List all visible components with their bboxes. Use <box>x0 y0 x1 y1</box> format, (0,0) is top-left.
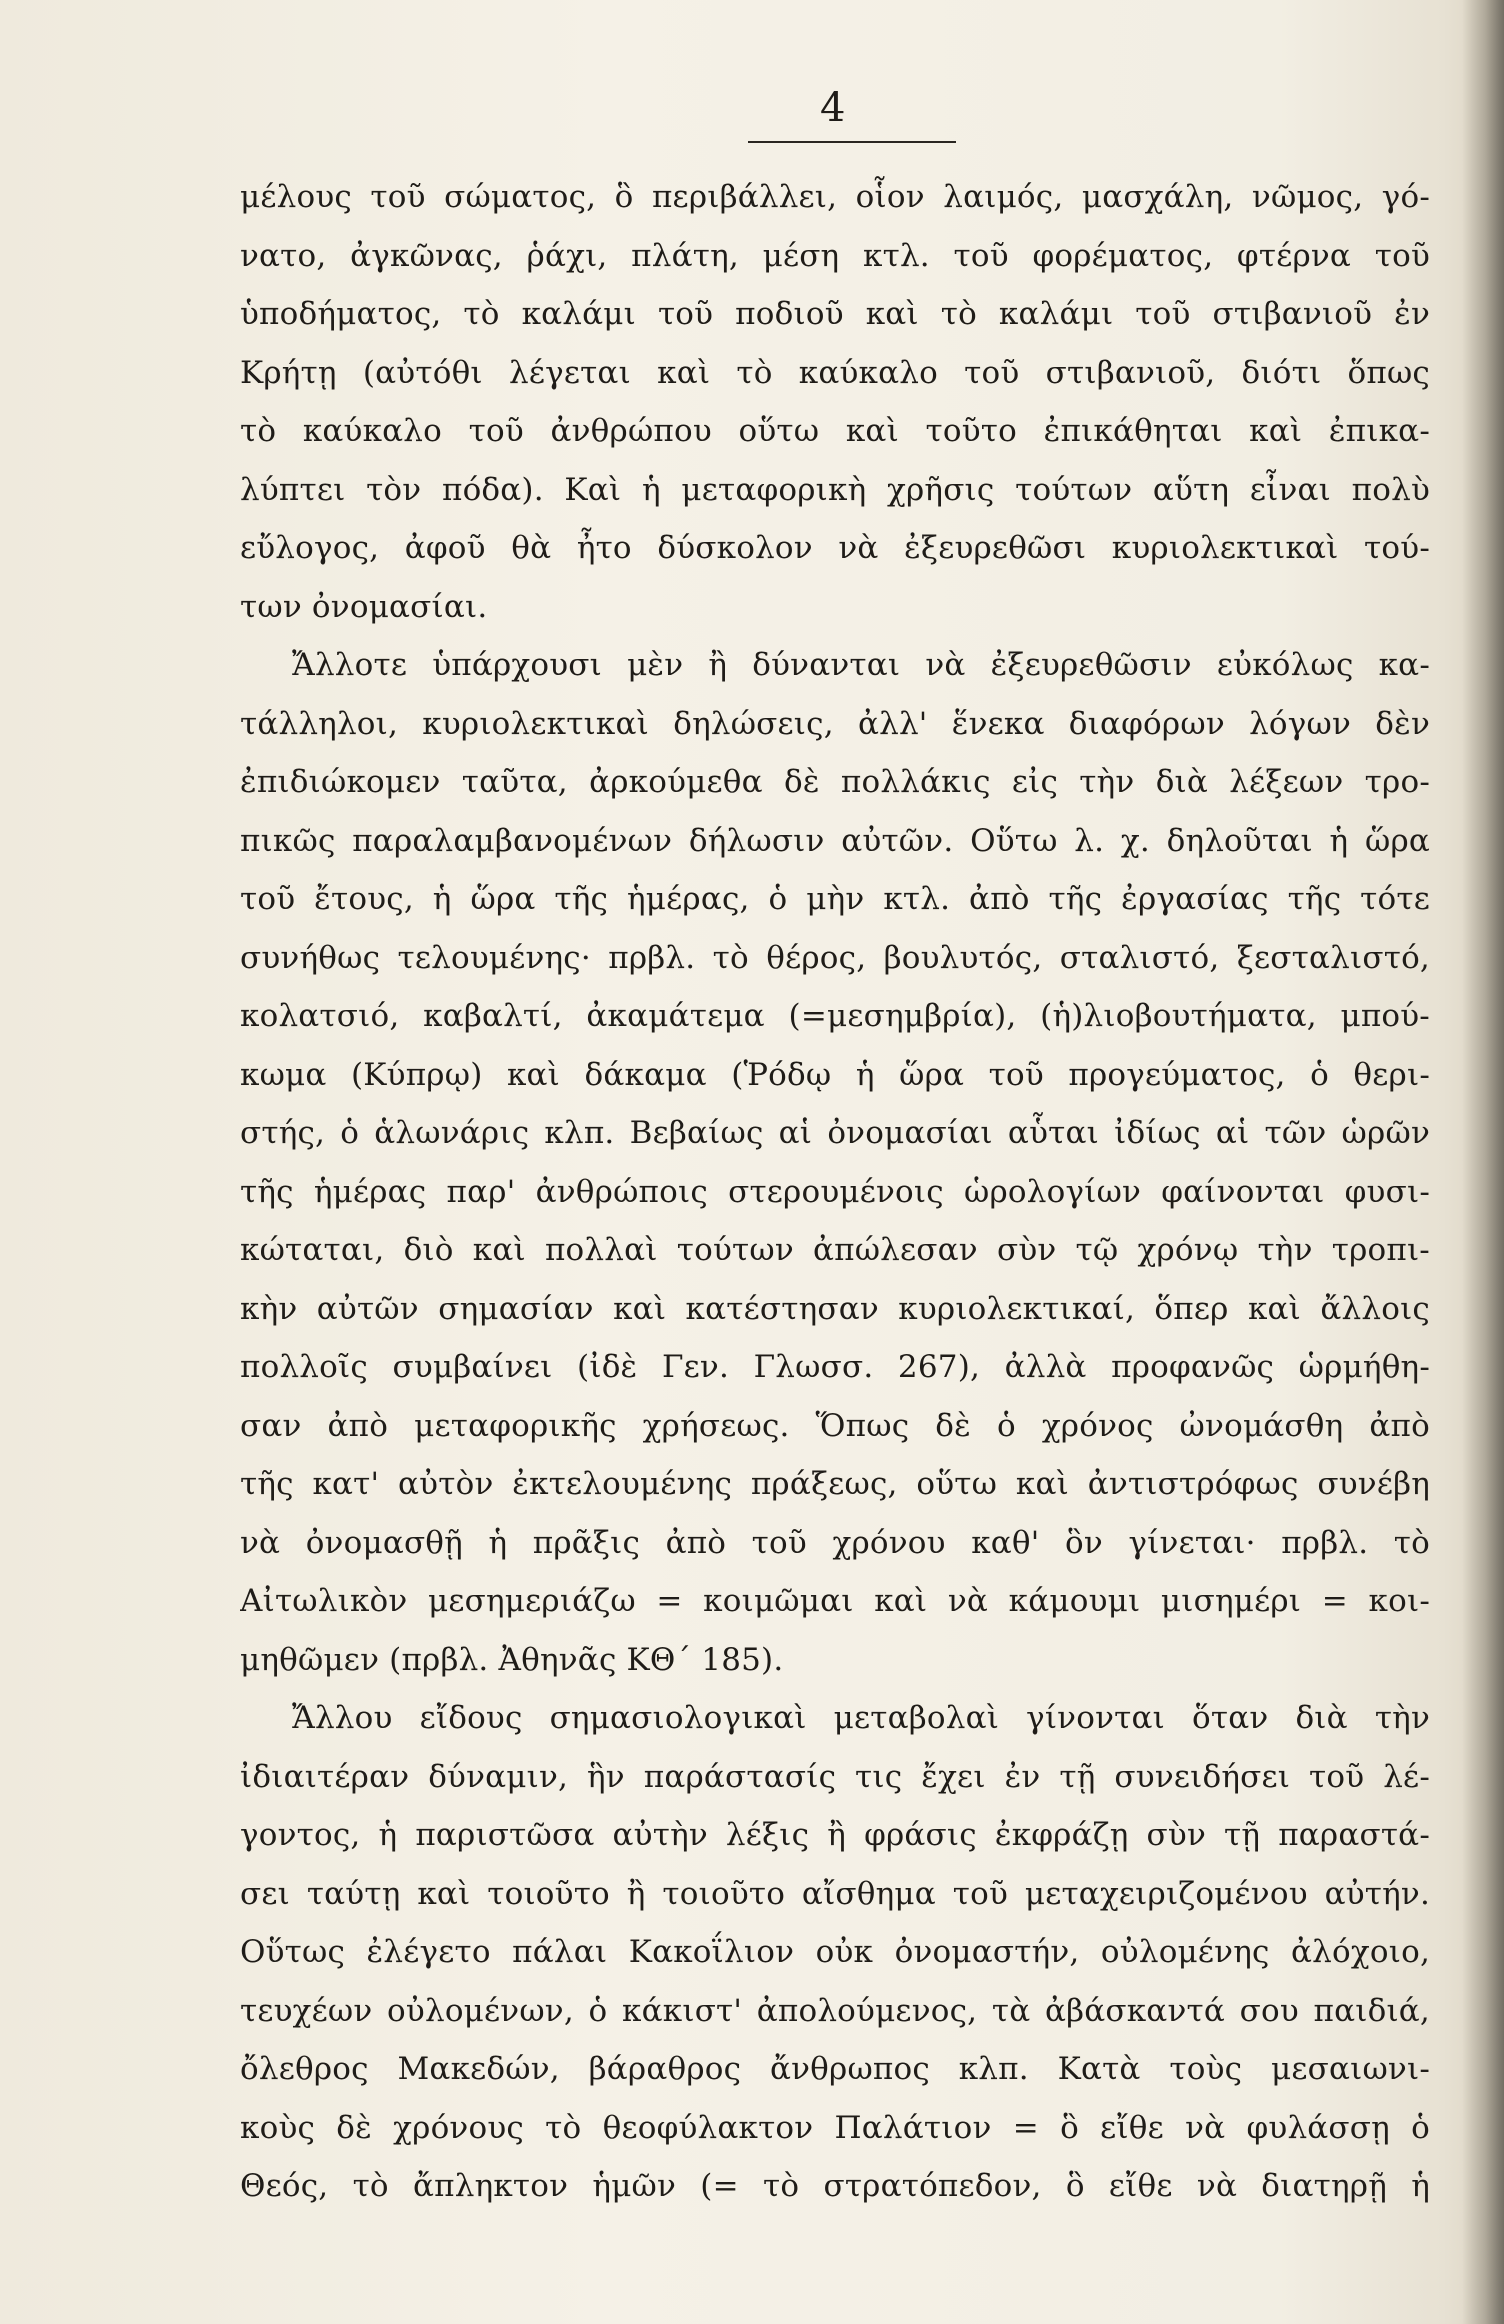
text-line: νατο, ἀγκῶνας, ῥάχι, πλάτη, μέση κτλ. τοῦ φορέματος, φτέρνα τοῦ <box>240 237 1430 274</box>
text-line: Οὕτως ἐλέγετο πάλαι Κακοΐλιον οὐκ ὀνομαστήν, οὐλομένης ἀλόχοιο, <box>240 1934 1430 1970</box>
text-line: νὰ ὀνομασθῇ ἡ πρᾶξις ἀπὸ τοῦ χρόνου καθ' ὃν γίνεται· πρβλ. τὸ <box>240 1524 1430 1561</box>
text-line: κωμα (Κύπρῳ) καὶ δάκαμα (Ῥόδῳ ἡ ὥρα τοῦ προγεύματος, ὁ θερι- <box>240 1056 1430 1093</box>
text-line: ἰδιαιτέραν δύναμιν, ἣν παράστασίς τις ἔχει ἐν τῇ συνειδήσει τοῦ λέ- <box>240 1758 1430 1795</box>
text-line: τῆς κατ' αὐτὸν ἐκτελουμένης πράξεως, οὕτω καὶ ἀντιστρόφως συνέβη <box>240 1466 1430 1502</box>
text-line: των ὀνομασίαι. <box>240 588 488 625</box>
text-line: πολλοῖς συμβαίνει (ἰδὲ Γεν. Γλωσσ. 267), ἀλλὰ προφανῶς ὡρμήθη- <box>240 1349 1430 1385</box>
text-line: μέλους τοῦ σώματος, ὃ περιβάλλει, οἷον λαιμός, μασχάλη, νῶμος, γό- <box>240 179 1430 215</box>
text-line: ὄλεθρος Μακεδών, βάραθρος ἄνθρωπος κλπ. Κατὰ τοὺς μεσαιωνι- <box>240 2051 1430 2087</box>
text-line: κώταται, διὸ καὶ πολλαὶ τούτων ἀπώλεσαν σὺν τῷ χρόνῳ τὴν τροπι- <box>240 1232 1430 1268</box>
text-line: κολατσιό, καβαλτί, ἀκαμάτεμα (=μεσημβρία), (ἡ)λιοβουτήματα, μπού- <box>240 998 1430 1034</box>
text-line: Αἰτωλικὸν μεσημεριάζω = κοιμῶμαι καὶ νὰ κάμουμι μισημέρι = κοι- <box>240 1583 1430 1619</box>
text-line: τὸ καύκαλο τοῦ ἀνθρώπου οὕτω καὶ τοῦτο ἐπικάθηται καὶ ἐπικα- <box>240 413 1430 449</box>
header-rule <box>748 141 956 143</box>
text-line: ὑποδήματος, τὸ καλάμι τοῦ ποδιοῦ καὶ τὸ καλάμι τοῦ στιβανιοῦ ἐν <box>240 296 1430 332</box>
page-number: 4 <box>820 85 846 131</box>
text-line: εὔλογος, ἀφοῦ θὰ ἦτο δύσκολον νὰ ἐξευρεθῶσι κυριολεκτικαὶ τού- <box>240 530 1430 566</box>
text-line: στής, ὁ ἁλωνάρις κλπ. Βεβαίως αἱ ὀνομασίαι αὗται ἰδίως αἱ τῶν ὡρῶν <box>240 1115 1430 1151</box>
body-text <box>240 168 1430 2216</box>
text-line: ἐπιδιώκομεν ταῦτα, ἀρκούμεθα δὲ πολλάκις εἰς τὴν διὰ λέξεων τρο- <box>240 764 1430 800</box>
text-line: τῆς ἡμέρας παρ' ἀνθρώποις στερουμένοις ὡρολογίων φαίνονται φυσι- <box>240 1173 1430 1210</box>
text-line: Θεός, τὸ ἄπληκτον ἡμῶν (= τὸ στρατόπεδον, ὃ εἴθε νὰ διατηρῇ ἡ <box>240 2168 1430 2204</box>
page-edge-shadow <box>1462 0 1504 2324</box>
text-line: τοῦ ἔτους, ἡ ὥρα τῆς ἡμέρας, ὁ μὴν κτλ. ἀπὸ τῆς ἐργασίας τῆς τότε <box>240 881 1430 917</box>
text-line: κὴν αὐτῶν σημασίαν καὶ κατέστησαν κυριολεκτικαί, ὅπερ καὶ ἄλλοις <box>240 1290 1430 1327</box>
text-line: συνήθως τελουμένης· πρβλ. τὸ θέρος, βουλυτός, σταλιστό, ξεσταλιστό, <box>240 939 1430 976</box>
text-line: τευχέων οὐλομένων, ὁ κάκιστ' ἀπολούμενος, τὰ ἀβάσκαντά σου παιδιά, <box>240 1992 1430 2029</box>
text-line: πικῶς παραλαμβανομένων δήλωσιν αὐτῶν. Οὕτω λ. χ. δηλοῦται ἡ ὥρα <box>240 822 1430 859</box>
text-line: σει ταύτῃ καὶ τοιοῦτο ἢ τοιοῦτο αἴσθημα τοῦ μεταχειριζομένου αὐτήν. <box>240 1875 1430 1912</box>
text-line: Κρήτῃ (αὐτόθι λέγεται καὶ τὸ καύκαλο τοῦ στιβανιοῦ, διότι ὅπως <box>240 354 1430 391</box>
text-line: κοὺς δὲ χρόνους τὸ θεοφύλακτον Παλάτιον = ὃ εἴθε νὰ φυλάσσῃ ὁ <box>240 2109 1430 2146</box>
text-line: τάλληλοι, κυριολεκτικαὶ δηλώσεις, ἀλλ' ἕνεκα διαφόρων λόγων δὲν <box>240 705 1430 742</box>
text-line: λύπτει τὸν πόδα). Καὶ ἡ μεταφορικὴ χρῆσις τούτων αὕτη εἶναι πολὺ <box>240 471 1430 508</box>
text-line: σαν ἀπὸ μεταφορικῆς χρήσεως. Ὅπως δὲ ὁ χρόνος ὠνομάσθη ἀπὸ <box>240 1407 1430 1444</box>
text-line: γοντος, ἡ παριστῶσα αὐτὴν λέξις ἢ φράσις ἐκφράζῃ σὺν τῇ παραστά- <box>240 1817 1430 1853</box>
paragraph-start-line: Ἄλλοτε ὑπάρχουσι μὲν ἢ δύνανται νὰ ἐξευρεθῶσιν εὐκόλως κα- <box>292 647 1430 683</box>
paragraph-start-line: Ἄλλου εἴδους σημασιολογικαὶ μεταβολαὶ γίνονται ὅταν διὰ τὴν <box>292 1700 1430 1736</box>
text-line: μηθῶμεν (πρβλ. Ἀθηνᾶς ΚΘ΄ 185). <box>240 1641 784 1678</box>
